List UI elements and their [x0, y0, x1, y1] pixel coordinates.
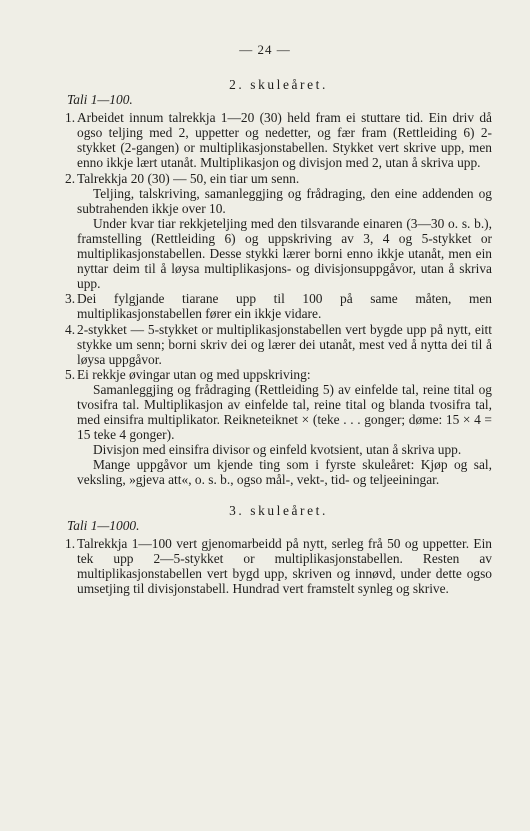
item-number: 5.	[65, 366, 76, 382]
list-item	[65, 367, 492, 488]
section-heading-3: 3. skuleåret.	[229, 502, 328, 518]
item-paragraph: Mange uppgåvor um kjende ting som i fyrste skuleåret: Kjøp og sal, veksling, »gjeva att«, o. s. b., ogso mål-, vekt-, tid- og teljeeiningar.	[77, 457, 492, 488]
section-heading-2: 2. skuleåret.	[229, 77, 328, 92]
item-text: Talrekkja 1—100 vert gjenomarbeidd på nytt, serleg frå 50 og uppetter. Ein tek upp 2—5-stykket or multiplikasjonstabellen. Resten av multiplikasjonstabellen vert bygd upp, skriven og innøvd, under dette ogso umsetjing til divisjonstabell. Hundrad vert framstelt synleg og skrive.	[77, 535, 492, 596]
section-subheading-2: Tali 1—100.	[67, 92, 133, 108]
item-text: Talrekkja 20 (30) — 50, ein tiar um senn.	[77, 170, 300, 186]
item-text: Arbeidet innum talrekkja 1—20 (30) held fram ei stuttare tid. Ein driv då ogso teljing med 2, uppetter og nedetter, og fær fram (Rettleiding 6) 2-stykket (2-gangen) or multiplikasjonstabellen. Stykket vert skrive upp, men enno ikkje lært utanåt. Multiplikasjon og divisjon med 2, utan å skriva upp.	[77, 110, 492, 171]
item-number: 2.	[65, 170, 76, 186]
item-number: 3.	[65, 291, 76, 307]
item-paragraph: Samanleggjing og frådraging (Rettleiding 5) av einfelde tal, reine tital og tvosifra tal. Multiplikasjon av einfelde tal, reine tital og blanda tvosifra tal, med einsifra multiplikator. Reikneteiknet × (teke . . . gonger; døme: 15 × 4 = 15 teke 4 gonger).	[77, 381, 492, 443]
section-subheading-3: Tali 1—1000.	[67, 517, 140, 533]
list-item	[65, 110, 492, 170]
page-number: — 24 —	[239, 42, 291, 57]
list-item	[65, 171, 492, 292]
list-item	[65, 536, 492, 596]
list-item	[65, 322, 492, 367]
item-paragraph: Teljing, talskriving, samanleggjing og frådraging, den eine addenden og subtrahenden ikkje over 10.	[77, 185, 492, 216]
item-number: 1.	[65, 535, 76, 551]
item-text: 2-stykket — 5-stykket or multiplikasjonstabellen vert bygde upp på nytt, eitt stykke um senn; borni skriv dei og lærer dei utanåt, mest ved å nytta dei til å løysa uppgåvor.	[77, 321, 492, 367]
item-number: 4.	[65, 321, 76, 337]
item-number: 1.	[65, 110, 76, 126]
page-content	[65, 77, 492, 596]
item-text: Dei fylgjande tiarane upp til 100 på same måten, men multiplikasjonstabellen fører ein ikkje vidare.	[77, 291, 492, 322]
item-paragraph: Under kvar tiar rekkjeteljing med den tilsvarande einaren (3—30 o. s. b.), framstelling (Rettleiding 6) og uppskriving av 3, 4 og 5-stykket or multiplikasjonstabellen. Desse stykki lærer borni enno ikkje utanåt, men ein nyttar deim til å løysa multiplikasjons- og divisjonsuppgåvor, utan å skriva upp.	[77, 215, 492, 292]
list-item	[65, 291, 492, 321]
item-paragraph: Divisjon med einsifra divisor og einfeld kvotsient, utan å skriva upp.	[93, 442, 462, 458]
item-text: Ei rekkje øvingar utan og med uppskriving:	[77, 366, 311, 382]
